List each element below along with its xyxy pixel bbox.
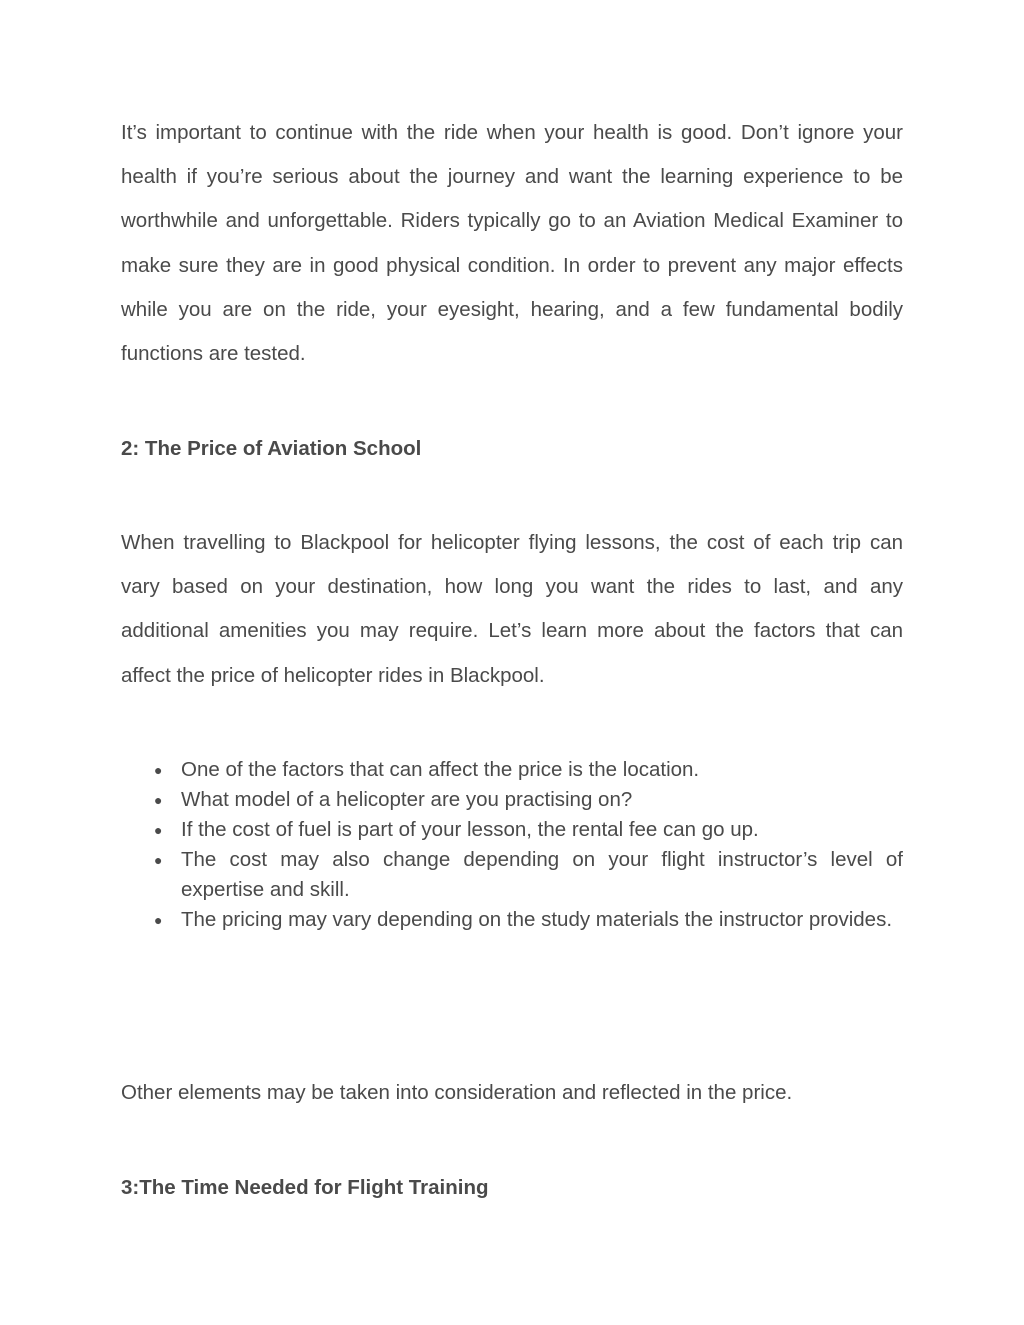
paragraph-price-intro: When travelling to Blackpool for helicopter flying lessons, the cost of each trip can vary based on your destination, how long you want the rides to last, and any additional amenities you may require. Let’s learn more about the factors that can affect the price of helicopter rides in Blackpool. xyxy=(121,531,903,687)
paragraph-health: It’s important to continue with the ride when your health is good. Don’t ignore your health if you’re serious about the journey and want the learning experience to be worthwhile and unforgettable. Riders typically go to an Aviation Medical Examiner to make sure they are in good physical condition. In order to prevent any major effects while you are on the ride, your eyesight, hearing, and a few fundamental bodily functions are tested. xyxy=(121,121,903,366)
list-item-text: One of the factors that can affect the price is the location. xyxy=(181,758,700,781)
list-item-text: If the cost of fuel is part of your lesson, the rental fee can go up. xyxy=(181,818,759,841)
heading-price-of-aviation-school: 2: The Price of Aviation School xyxy=(121,437,422,460)
bullet-icon: ● xyxy=(154,762,163,778)
bullet-icon: ● xyxy=(154,792,163,808)
list-item xyxy=(121,815,903,845)
paragraph-other-elements: Other elements may be taken into consideration and reflected in the price. xyxy=(121,1081,793,1104)
bullet-icon: ● xyxy=(154,852,163,868)
list-item xyxy=(121,905,903,935)
bullet-icon: ● xyxy=(154,822,163,838)
heading-time-needed-for-flight-training: 3:The Time Needed for Flight Training xyxy=(121,1176,489,1199)
bullet-icon: ● xyxy=(154,912,163,928)
price-factors-list xyxy=(121,755,903,935)
list-item-text: What model of a helicopter are you practising on? xyxy=(181,788,633,811)
list-item xyxy=(121,755,903,785)
list-item-text: The cost may also change depending on your flight instructor’s level of expertise and skill. xyxy=(181,848,903,901)
list-item xyxy=(121,845,903,905)
list-item xyxy=(121,785,903,815)
list-item-text: The pricing may vary depending on the study materials the instructor provides. xyxy=(181,908,893,931)
